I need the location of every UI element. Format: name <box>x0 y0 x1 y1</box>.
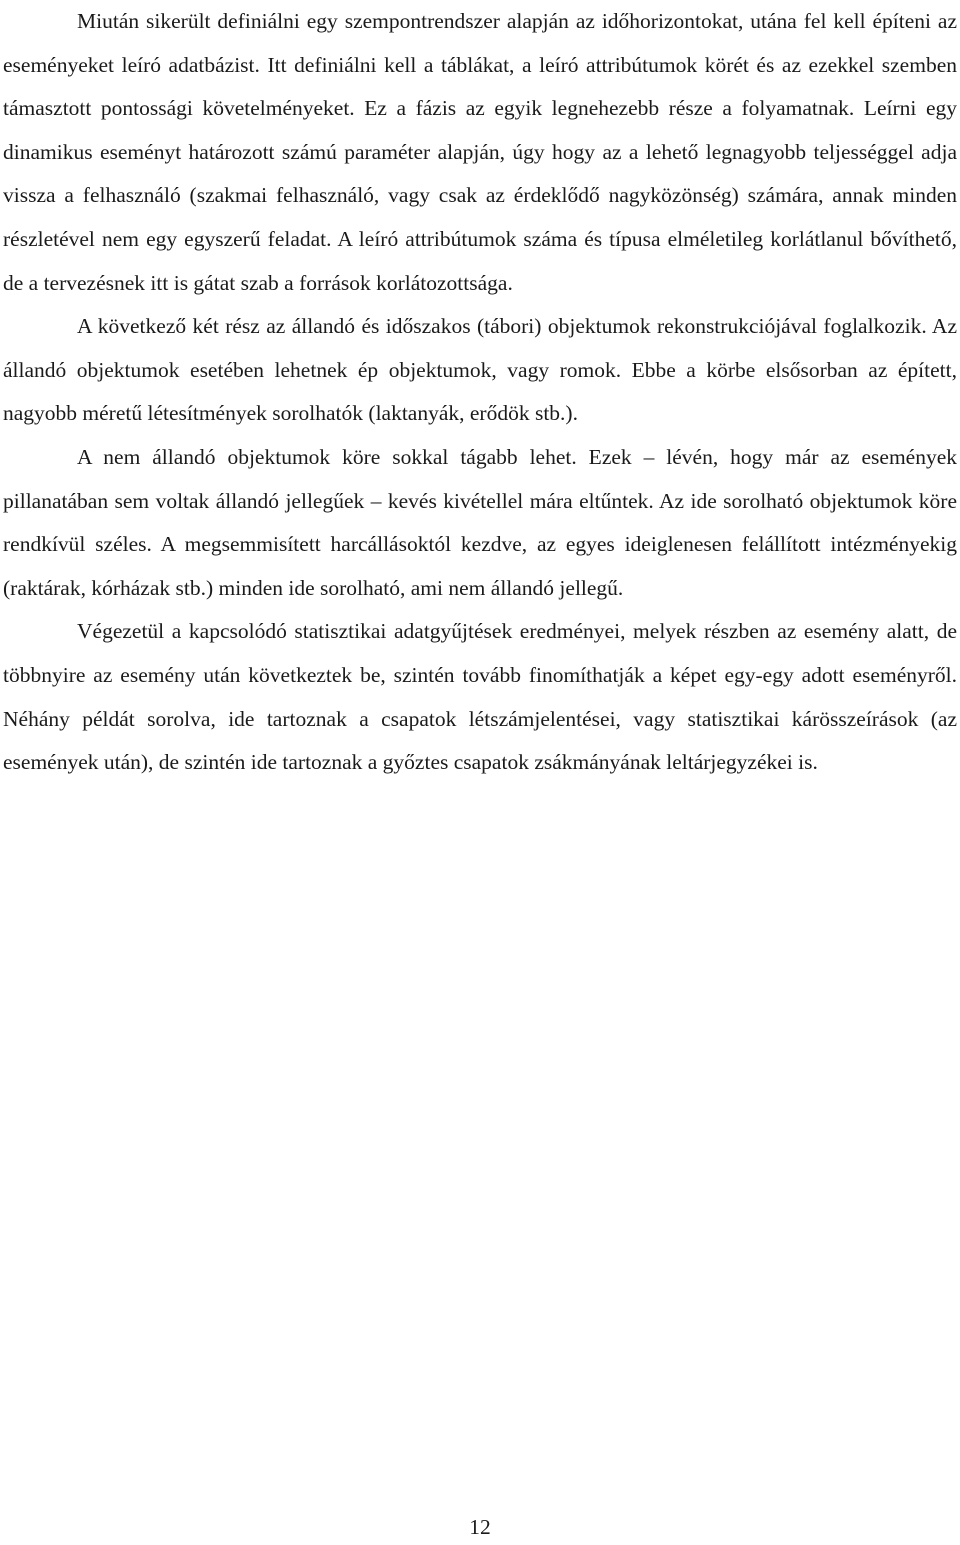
page-number: 12 <box>469 1515 491 1539</box>
body-text <box>3 0 957 785</box>
paragraph: Miután sikerült definiálni egy szempontrendszer alapján az időhorizontokat, utána fel kell építeni az eseményeket leíró adatbázist. Itt definiálni kell a táblákat, a leíró attribútumok körét és az ezekkel szemben támasztott pontossági követelményeket. Ez a fázis az egyik legnehezebb része a folyamatnak. Leírni egy dinamikus eseményt határozott számú paraméter alapján, úgy hogy az a lehető legnagyobb teljességgel adja vissza a felhasználó (szakmai felhasználó, vagy csak az érdeklődő nagyközönség) számára, annak minden részletével nem egy egyszerű feladat. A leíró attribútumok száma és típusa elméletileg korlátlanul bővíthető, de a tervezésnek itt is gátat szab a források korlátozottsága. <box>3 9 957 295</box>
paragraph: A nem állandó objektumok köre sokkal tágabb lehet. Ezek – lévén, hogy már az események pillanatában sem voltak állandó jellegűek – kevés kivétellel mára eltűntek. Az ide sorolható objektumok köre rendkívül széles. A megsemmisített harcállásoktól kezdve, az egyes ideiglenesen felállított intézményekig (raktárak, kórházak stb.) minden ide sorolható, ami nem állandó jellegű. <box>3 444 957 600</box>
paragraph: Végezetül a kapcsolódó statisztikai adatgyűjtések eredményei, melyek részben az esemény alatt, de többnyire az esemény után következtek be, szintén tovább finomíthatják a képet egy-egy adott eseményről. Néhány példát sorolva, ide tartoznak a csapatok létszámjelentései, vagy statisztikai kárösszeírások (az események után), de szintén ide tartoznak a győztes csapatok zsákmányának leltárjegyzékei is. <box>3 619 957 775</box>
paragraph: A következő két rész az állandó és időszakos (tábori) objektumok rekonstrukciójával foglalkozik. Az állandó objektumok esetében lehetnek ép objektumok, vagy romok. Ebbe a körbe elsősorban az épített, nagyobb méretű létesítmények sorolhatók (laktanyák, erődök stb.). <box>3 314 957 426</box>
